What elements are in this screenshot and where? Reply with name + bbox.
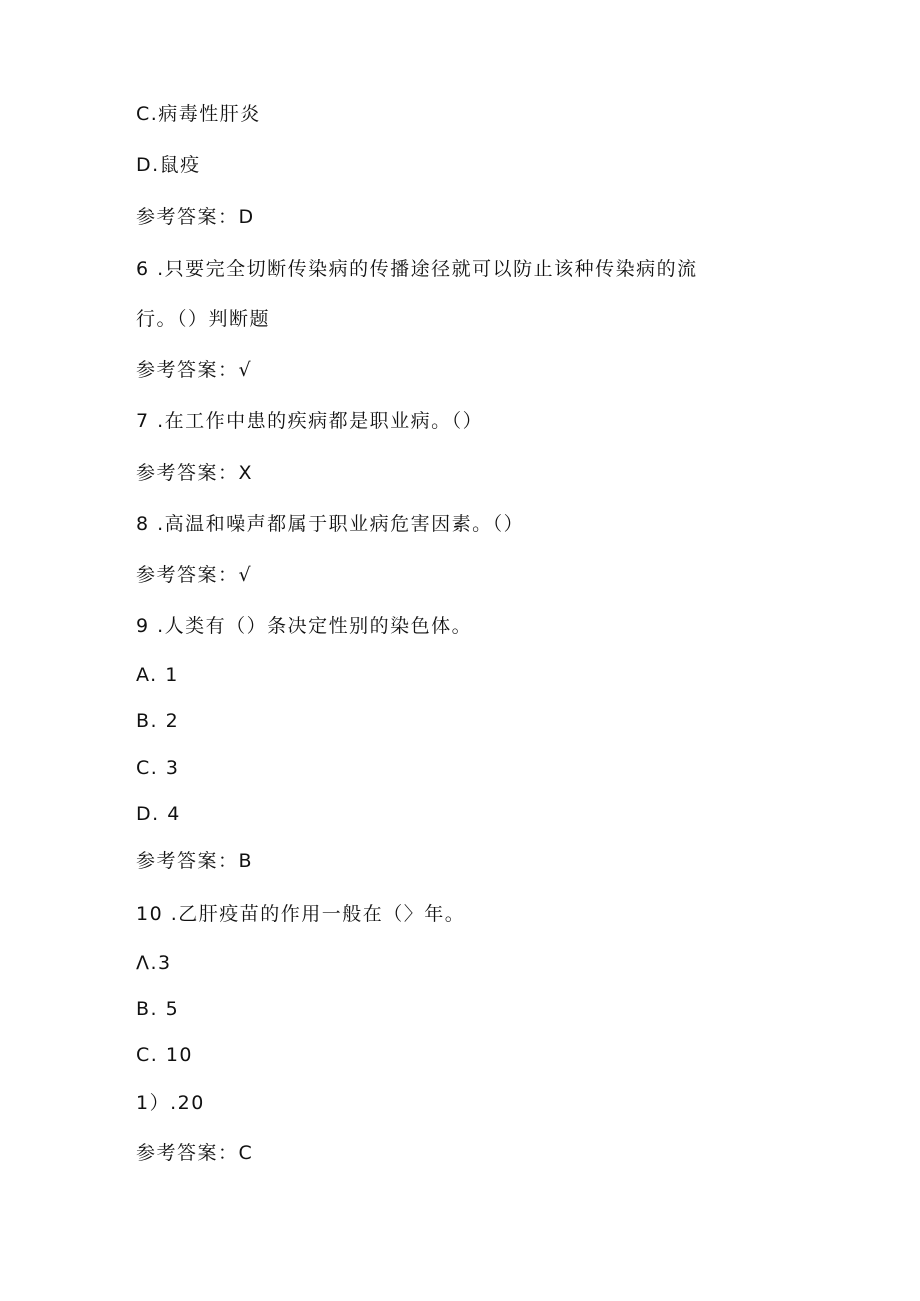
option-d-q5: D.鼠疫 xyxy=(136,154,201,176)
answer-q10: 参考答案：C xyxy=(136,1142,254,1164)
answer-q5: 参考答案：D xyxy=(136,206,255,228)
answer-q8: 参考答案：√ xyxy=(136,564,253,586)
option-b-q9: B. 2 xyxy=(136,710,180,732)
option-c-q5: C.病毒性肝炎 xyxy=(136,103,261,125)
answer-q7: 参考答案：X xyxy=(136,462,254,484)
option-d-q10: 1）.20 xyxy=(136,1092,205,1114)
option-a-q9: A. 1 xyxy=(136,664,179,686)
question-8: 8 .高温和噪声都属于职业病危害因素。（） xyxy=(136,513,525,535)
question-6: 6 .只要完全切断传染病的传播途径就可以防止该种传染病的流 xyxy=(136,258,698,280)
question-10: 10 .乙肝疫苗的作用一般在（〉年。 xyxy=(136,903,466,925)
option-a-q10: Λ.3 xyxy=(136,952,172,974)
option-c-q10: C. 10 xyxy=(136,1044,194,1066)
question-7: 7 .在工作中患的疾病都是职业病。（） xyxy=(136,410,484,432)
question-9: 9 .人类有（）条决定性别的染色体。 xyxy=(136,615,473,637)
option-d-q9: D. 4 xyxy=(136,803,181,825)
option-c-q9: C. 3 xyxy=(136,757,180,779)
answer-q9: 参考答案：B xyxy=(136,850,254,872)
answer-q6: 参考答案：√ xyxy=(136,359,253,381)
option-b-q10: B. 5 xyxy=(136,998,180,1020)
question-6-continued: 行。（）判断题 xyxy=(136,308,271,330)
